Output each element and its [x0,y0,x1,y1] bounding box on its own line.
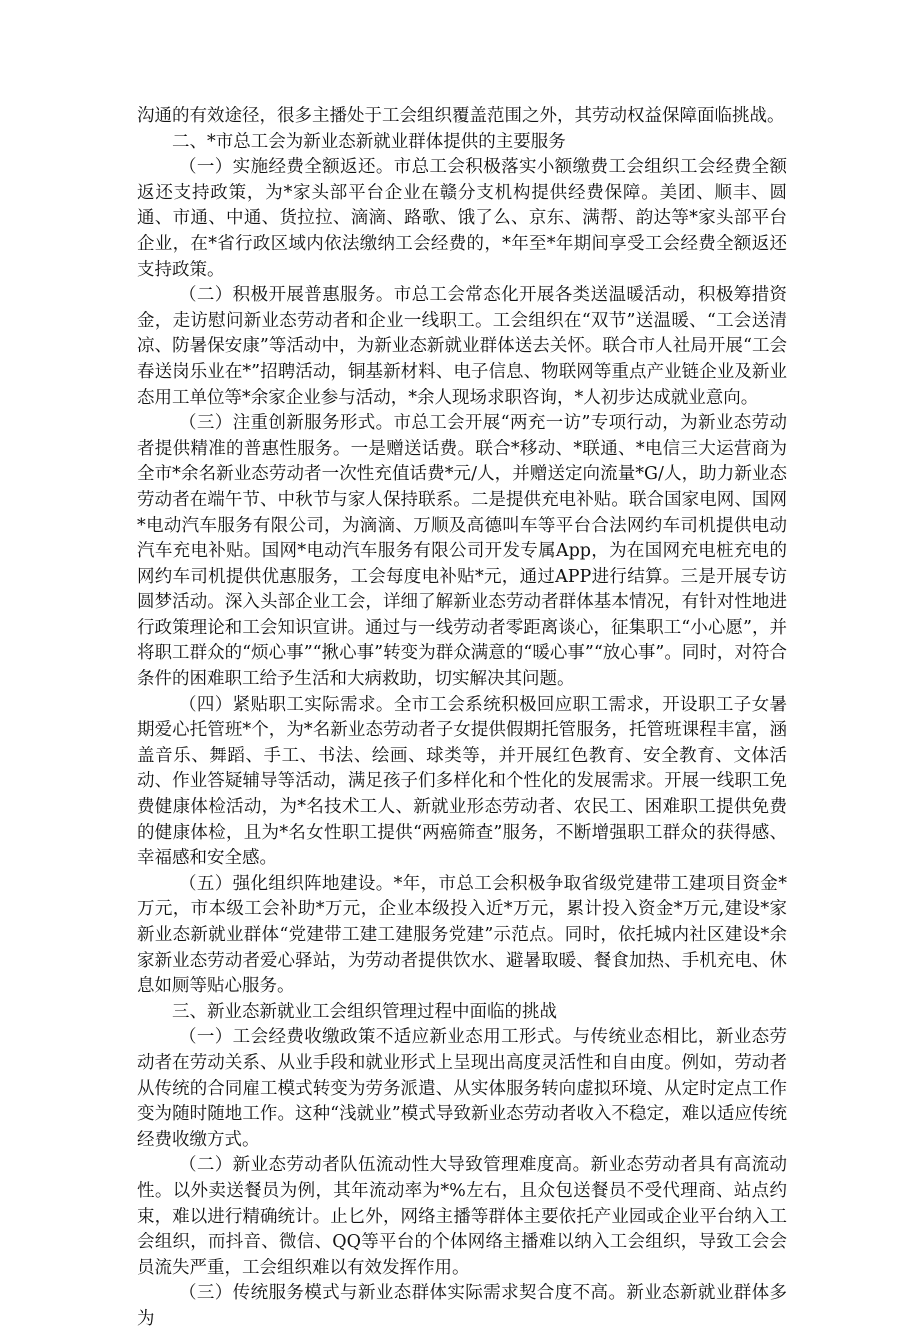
paragraph: （四）紧贴职工实际需求。全市工会系统积极回应职工需求，开设职工子女暑期爱心托管班*个，为*名新业态劳动者子女提供假期托管服务，托管班课程丰富，涵盖音乐、舞蹈、手工、书法、绘画、球类等，并开展红色教育、安全教育、文体活动、作业答疑辅导等活动，满足孩子们多样化和个性化的发展需求。开展一线职工免费健康体检活动，为*名技术工人、新就业形态劳动者、农民工、困难职工提供免费的健康体检，且为*名女性职工提供“两癌筛查”服务，不断增强职工群众的获得感、幸福感和安全感。 [137,694,787,869]
paragraph-continuation: 沟通的有效途径，很多主播处于工会组织覆盖范围之外，其劳动权益保障面临挑战。 [137,106,785,126]
paragraph: （二）积极开展普惠服务。市总工会常态化开展各类送温暖活动，积极筹措资金，走访慰问新业态劳动者和企业一线职工。工会组织在“双节”送温暖、“工会送清凉、防暑保安康”等活动中，为新业态新就业群体送去关怀。联合市人社局开展“工会春送岗乐业在*”招聘活动，铜基新材料、电子信息、物联网等重点产业链企业及新业态用工单位等*余家企业参与活动，*余人现场求职咨询，*人初步达成就业意向。 [137,285,787,408]
paragraph: （二）新业态劳动者队伍流动性大导致管理难度高。新业态劳动者具有高流动性。以外卖送餐员为例，其年流动率为*%左右，且众包送餐员不受代理商、站点约束，难以进行精确统计。止匕外，网络主播等群体主要依托产业园或企业平台纳入工会组织，而抖音、微信、QQ等平台的个体网络主播难以纳入工会组织，导致工会会员流失严重，工会组织难以有效发挥作用。 [137,1155,787,1278]
section-heading-3: 三、新业态新就业工会组织管理过程中面临的挑战 [172,1001,557,1022]
paragraph: （一）工会经费收缴政策不适应新业态用工形式。与传统业态相比，新业态劳动者在劳动关系、从业手段和就业形式上呈现出高度灵活性和自由度。例如，劳动者从传统的合同雇工模式转变为劳务派遣、从实体服务转向虚拟环境、从定时定点工作变为随时随地工作。这种“浅就业”模式导致新业态劳动者收入不稳定，难以适应传统经费收缴方式。 [137,1027,787,1150]
document-body [137,104,787,1333]
paragraph: （一）实施经费全额返还。市总工会积极落实小额缴费工会组织工会经费全额返还支持政策，为*家头部平台企业在赣分支机构提供经费保障。美团、顺丰、圆通、市通、中通、货拉拉、滴滴、路歌、饿了么、京东、满帮、韵达等*家头部平台企业，在*省行政区域内依法缴纳工会经费的，*年至*年期间享受工会经费全额返还支持政策。 [137,157,787,280]
paragraph: （三）注重创新服务形式。市总工会开展“两充一访”专项行动，为新业态劳动者提供精准的普惠性服务。一是赠送话费。联合*移动、*联通、*电信三大运营商为全市*余名新业态劳动者一次性充值话费*元/人，并赠送定向流量*G/人，助力新业态劳动者在端午节、中秋节与家人保持联系。二是提供充电补贴。联合国家电网、国网*电动汽车服务有限公司，为滴滴、万顺及高德叫车等平台合法网约车司机提供电动汽车充电补贴。国网*电动汽车服务有限公司开发专属App，为在国网充电桩充电的网约车司机提供优惠服务，工会每度电补贴*元，通过APP进行结算。三是开展专访圆梦活动。深入头部企业工会，详细了解新业态劳动者群体基本情况，有针对性地进行政策理论和工会知识宣讲。通过与一线劳动者零距离谈心，征集职工“小心愿”，并将职工群众的“烦心事”“揪心事”转变为群众满意的“暖心事”“放心事”。同时，对符合条件的困难职工给予生活和大病救助，切实解决其问题。 [137,413,787,690]
paragraph: （五）强化组织阵地建设。*年，市总工会积极争取省级党建带工建项目资金*万元，市本级工会补助*万元，企业本级投入近*万元，累计投入资金*万元,建设*家新业态新就业群体“党建带工建工建服务党建”示范点。同时，依托城内社区建设*余家新业态劳动者爱心驿站，为劳动者提供饮水、避暑取暖、餐食加热、手机充电、休息如厕等贴心服务。 [137,873,787,997]
paragraph: （三）传统服务模式与新业态群体实际需求契合度不高。新业态新就业群体多为 [137,1283,787,1329]
section-heading-2: 二、*市总工会为新业态新就业群体提供的主要服务 [172,131,566,152]
